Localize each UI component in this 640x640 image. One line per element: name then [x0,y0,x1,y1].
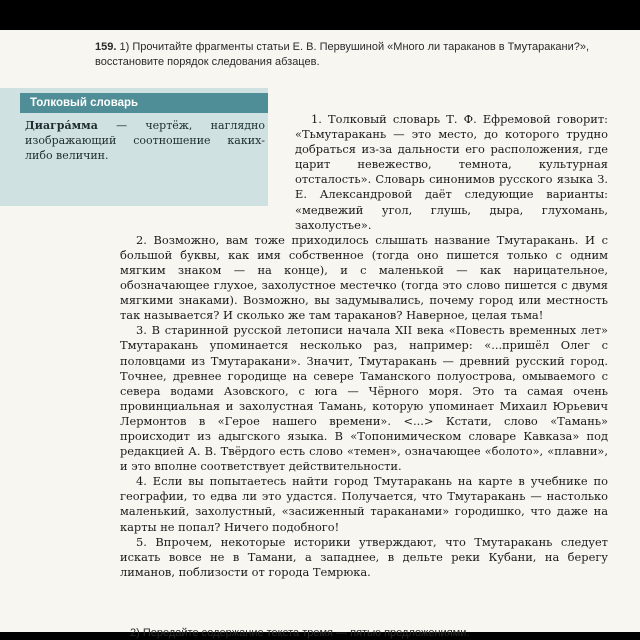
textbook-page [0,30,640,639]
paragraph-4: 4. Если вы попытаетесь найти город Тмутаракань на карте в учебнике по географии, то едва ли это удастся. Получается, что Тмутаракань — настолько маленький, захолустный, «засиженный тараканами» городишко, что даже на карты не попал? Ничего подобного! [120,474,608,534]
paragraph-1: 1. Толковый словарь Т. Ф. Ефремовой говорит: «Тьмутаракань — это место, до которого трудно добраться из-за дальности его расположения, где царит невежество, темнота, культурная отсталость». Словарь синонимов русского языка З. Е. Александровой даёт следующие варианты: «медвежий угол, глушь, дыра, глухомань, захолустье». [295,112,608,232]
paragraph-5: 5. Впрочем, некоторые историки утверждают, что Тмутаракань следует искать вовсе не в Тамани, а западнее, в дельте реки Кубани, на берегу лиманов, поблизости от города Темрюка. [120,534,608,579]
task-header [95,40,615,70]
follow-up-task: 2) Передайте содержание текста тремя — пятью предложениями. [130,627,470,639]
article-text [120,112,608,580]
task-instruction: 1) Прочитайте фрагменты статьи Е. В. Первушиной «Много ли тараканов в Тмутаракани?», восстановите порядок следования абзацев. [95,41,590,68]
glossary-definition: — чертёж, наглядно изображающий соотношение каких-либо величин. [25,119,265,162]
glossary-title: Толковый словарь [20,93,268,113]
glossary-term: Диагра́мма [25,119,98,132]
task-number: 159. [95,41,117,53]
paragraph-2: 2. Возможно, вам тоже приходилось слышать название Тмутаракань. И с большой буквы, как имя собственное (тогда оно пишется только с одним мягким знаком — на конце), и с маленькой — как нарицательное, обозначающее глухое, захолустное местечко (тогда это слово пишется с двумя мягкими знаками). Возможно, вы задумывались, почему город или местность так называется? И сколько же там тараканов? Наверное, целая тьма! [120,232,608,323]
paragraph-3: 3. В старинной русской летописи начала XII века «Повесть временных лет» Тмутаракань упоминается несколько раз, например: «...пришёл Олег с половцами из Тмутаракани». Значит, Тмутаракань — древний русский город. Точнее, древнее городище на севере Таманского полуострова, омываемого с севера водами Азовского, с юга — Чёрного моря. Это та самая очень провинциальная и захолустная Тамань, которую упоминает Михаил Юрьевич Лермонтов в «Герое нашего времени». <...> Кстати, слово «Тамань» происходит из адыгского языка. В «Топонимическом словаре Кавказа» под редакцией А. В. Твёрдого есть слово «темен», означающее «болото», «плавни», и это вполне соответствует действительности. [120,323,608,474]
